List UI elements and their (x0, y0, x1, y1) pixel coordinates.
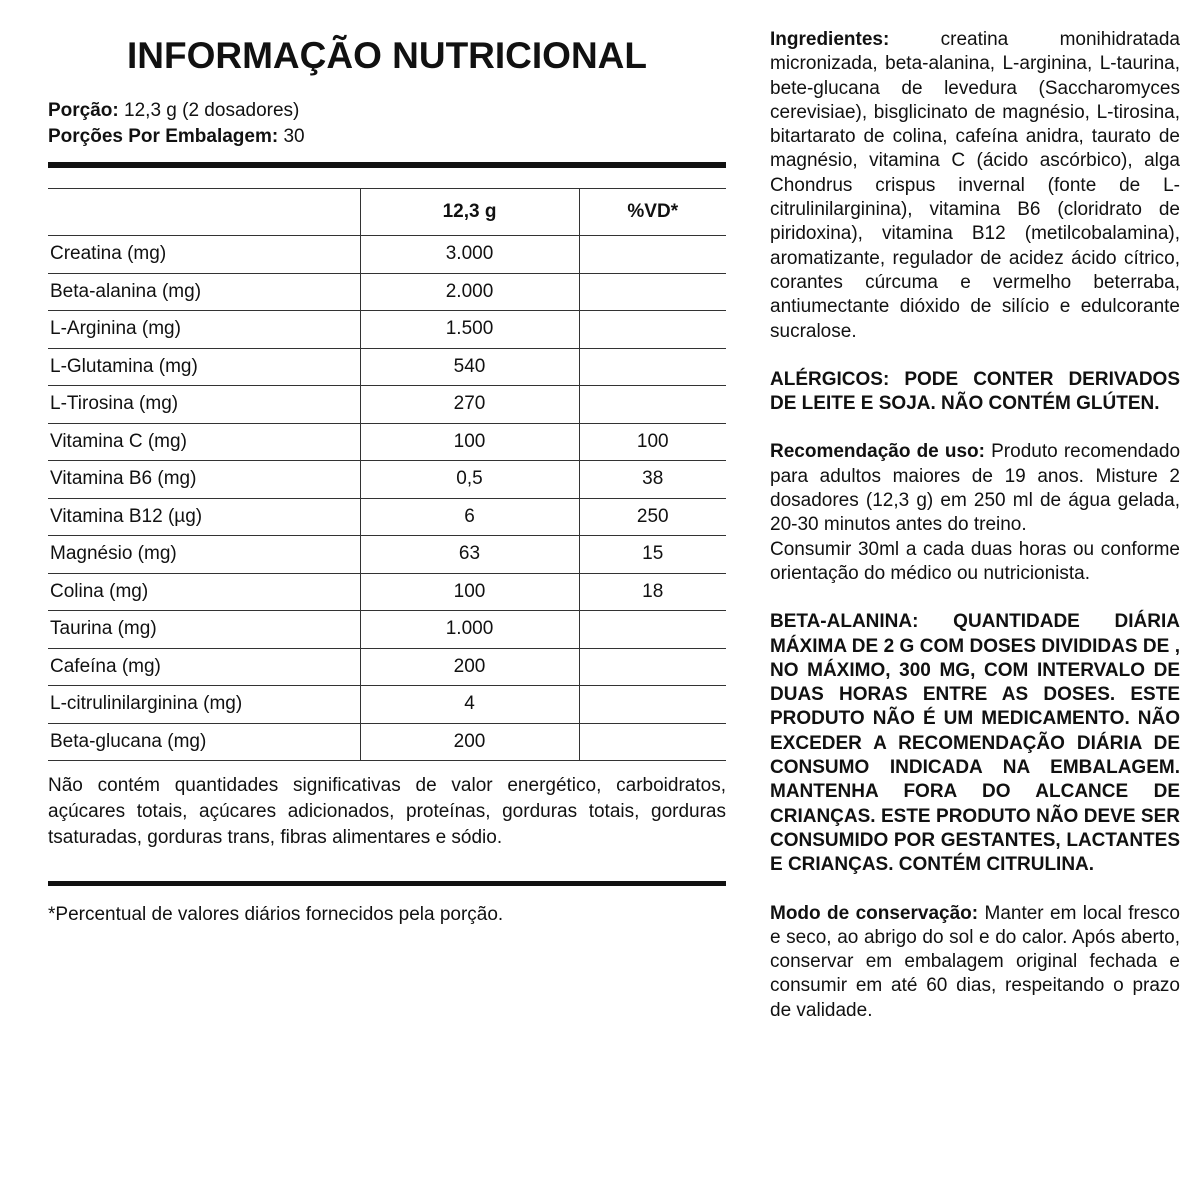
usage-paragraph (770, 440, 1180, 537)
table-row (48, 686, 726, 724)
daily-value-cell (579, 723, 726, 761)
nutrient-name-cell: Taurina (mg) (48, 611, 360, 649)
ingredients-label: Ingredientes: (770, 29, 890, 50)
servings-per-pack-label: Porções Por Embalagem: (48, 126, 279, 147)
nutrient-name-cell: L-Glutamina (mg) (48, 348, 360, 386)
header-name-cell (48, 189, 360, 236)
serving-label: Porção: (48, 100, 119, 121)
ingredients-paragraph (770, 28, 1180, 344)
daily-value-cell (579, 273, 726, 311)
nutrient-name-cell: Vitamina B12 (µg) (48, 498, 360, 536)
table-row (48, 461, 726, 499)
table-row (48, 648, 726, 686)
nutrient-name-cell: Vitamina B6 (mg) (48, 461, 360, 499)
table-row (48, 536, 726, 574)
nutrient-name-cell: Cafeína (mg) (48, 648, 360, 686)
daily-value-cell (579, 348, 726, 386)
amount-cell: 270 (360, 386, 579, 424)
nutrient-name-cell: Colina (mg) (48, 573, 360, 611)
amount-cell: 100 (360, 573, 579, 611)
daily-value-cell (579, 648, 726, 686)
daily-value-cell (579, 386, 726, 424)
daily-value-cell (579, 311, 726, 349)
amount-cell: 2.000 (360, 273, 579, 311)
amount-cell: 63 (360, 536, 579, 574)
servings-per-pack-value: 30 (283, 126, 305, 147)
amount-cell: 200 (360, 723, 579, 761)
nutrient-name-cell: Beta-alanina (mg) (48, 273, 360, 311)
table-row (48, 236, 726, 274)
storage-text: Manter em local fresco e seco, ao abrigo do sol e do calor. Após aberto, conservar em embalagem original fechada e consumir em até 60 dias, respeitando o prazo de validade. (770, 902, 1180, 1021)
usage-text: Produto recomendado para adultos maiores de 19 anos. Misture 2 dosadores (12,3 g) em 250 ml de água gelada, 20-30 minutos antes do treino. (770, 441, 1181, 536)
table-row (48, 311, 726, 349)
servings-per-pack-line (48, 124, 726, 150)
table-row (48, 386, 726, 424)
warning-paragraph: BETA-ALANINA: QUANTIDADE DIÁRIA MÁXIMA DE 2 G COM DOSES DIVIDIDAS DE , NO MÁXIMO, 300 MG, COM INTERVALO DE DUAS HORAS ENTRE AS DOSES. ESTE PRODUTO NÃO É UM MEDICAMENTO. NÃO EXCEDER A RECOMENDAÇÃO DIÁRIA DE CONSUMO INDICADA NA EMBALAGEM. MANTENHA FORA DO ALCANCE DE CRIANÇAS. ESTE PRODUTO NÃO DEVE SER CONSUMIDO POR GESTANTES, LACTANTES E CRIANÇAS. CONTÉM CITRULINA. (770, 611, 1180, 876)
daily-value-cell: 15 (579, 536, 726, 574)
serving-value: 12,3 g (2 dosadores) (124, 100, 300, 121)
header-dv-cell: %VD* (579, 189, 726, 236)
nutrient-name-cell: L-citrulinilarginina (mg) (48, 686, 360, 724)
table-row (48, 498, 726, 536)
storage-paragraph (770, 902, 1180, 1023)
daily-value-cell (579, 686, 726, 724)
nutrient-name-cell: Vitamina C (mg) (48, 423, 360, 461)
nutrition-panel (48, 28, 726, 928)
info-column (770, 28, 1180, 1023)
table-row (48, 611, 726, 649)
footnote: *Percentual de valores diários fornecidos pela porção. (48, 904, 504, 925)
serving-line (48, 98, 726, 124)
nutrient-name-cell: L-Tirosina (mg) (48, 386, 360, 424)
usage-paragraph-2: Consumir 30ml a cada duas horas ou conforme orientação do médico ou nutricionista. (770, 538, 1180, 584)
non-significant-note: Não contém quantidades significativas de valor energético, carboidratos, açúcares totais, açúcares adicionados, proteínas, gorduras totais, gorduras tsaturadas, gorduras trans, fibras alimentares e sódio. (48, 775, 726, 848)
daily-value-cell: 38 (579, 461, 726, 499)
table-row (48, 348, 726, 386)
nutrient-name-cell: Magnésio (mg) (48, 536, 360, 574)
amount-cell: 100 (360, 423, 579, 461)
nutrition-table (48, 188, 726, 761)
amount-cell: 1.500 (360, 311, 579, 349)
table-row (48, 423, 726, 461)
nutrient-name-cell: Creatina (mg) (48, 236, 360, 274)
table-row (48, 273, 726, 311)
amount-cell: 4 (360, 686, 579, 724)
daily-value-cell (579, 611, 726, 649)
storage-label: Modo de conservação: (770, 902, 979, 924)
amount-cell: 1.000 (360, 611, 579, 649)
divider-bottom (48, 881, 726, 886)
amount-cell: 540 (360, 348, 579, 386)
amount-cell: 3.000 (360, 236, 579, 274)
table-header-row (48, 189, 726, 236)
header-amount-cell: 12,3 g (360, 189, 579, 236)
divider-thick (48, 162, 726, 168)
nutrient-name-cell: Beta-glucana (mg) (48, 723, 360, 761)
daily-value-cell: 100 (579, 423, 726, 461)
daily-value-cell (579, 236, 726, 274)
table-row (48, 573, 726, 611)
portion-info (48, 98, 726, 150)
amount-cell: 6 (360, 498, 579, 536)
amount-cell: 200 (360, 648, 579, 686)
nutrient-name-cell: L-Arginina (mg) (48, 311, 360, 349)
table-row (48, 723, 726, 761)
daily-value-cell: 18 (579, 573, 726, 611)
page-title: INFORMAÇÃO NUTRICIONAL (126, 35, 647, 76)
daily-value-cell: 250 (579, 498, 726, 536)
ingredients-text: creatina monihidratada micronizada, beta-alanina, L-arginina, L-taurina, bete-glucana de levedura (Saccharomyces cerevisiae), bisglicinato de magnésio, L-tirosina, bitartarato de colina, cafeína anidra, taurato de magnésio, vitamina C (ácido ascórbico), alga Chondrus crispus invernal (fonte de L-citrulinilarginina), vitamina B6 (cloridrato de piridoxina), vitamina B12 (metilcobalamina), aromatizante, regulador de acidez ácido cítrico, corantes cúrcuma e vermelho beterraba, antiumectante dióxido de silício e edulcorante sucralose. (770, 29, 1180, 342)
amount-cell: 0,5 (360, 461, 579, 499)
usage-label: Recomendação de uso: (770, 441, 985, 463)
allergens-paragraph: ALÉRGICOS: PODE CONTER DERIVADOS DE LEITE E SOJA. NÃO CONTÉM GLÚTEN. (770, 368, 1180, 415)
